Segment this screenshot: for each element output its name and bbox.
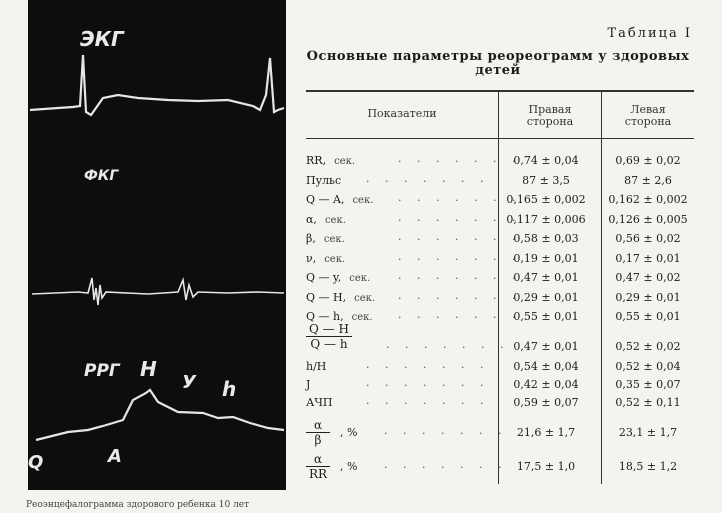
q-point-label: Q bbox=[28, 452, 44, 473]
row-label bbox=[306, 396, 332, 409]
table-row bbox=[306, 288, 694, 307]
row-unit: сек. bbox=[324, 214, 346, 226]
rrg-label: РРГ bbox=[84, 361, 120, 381]
right-side-value: 0,29 ± 0,01 bbox=[513, 290, 579, 304]
left-side-value: 0,55 ± 0,01 bbox=[615, 310, 681, 323]
table-row bbox=[306, 360, 694, 376]
fraction-alpha_beta bbox=[306, 418, 330, 447]
row-label bbox=[306, 213, 346, 226]
fraction-unit: , % bbox=[340, 460, 358, 473]
row-label bbox=[306, 378, 310, 391]
fkg-trace bbox=[32, 278, 284, 305]
table-row bbox=[306, 171, 694, 190]
right-side-value: 0,165 ± 0,002 bbox=[506, 193, 586, 206]
table-row bbox=[306, 378, 694, 394]
table-row bbox=[306, 340, 694, 356]
ratio-fraction bbox=[306, 322, 352, 351]
right-side-value: 21,6 ± 1,7 bbox=[516, 426, 576, 439]
row-unit: сек. bbox=[323, 234, 345, 245]
table-title-line2: детей bbox=[475, 63, 521, 78]
table-row bbox=[306, 310, 694, 326]
fraction-denominator: β bbox=[306, 432, 330, 447]
row-label-text: Q — h, bbox=[306, 310, 344, 323]
left-side-value: 0,47 ± 0,02 bbox=[615, 271, 681, 284]
ekg-trace bbox=[30, 55, 284, 115]
row-label-text: Пульс bbox=[306, 173, 342, 187]
row-label-text: Q — y, bbox=[306, 271, 342, 284]
row-label bbox=[306, 174, 341, 187]
row-unit: сек. bbox=[334, 156, 356, 167]
row-label-text: ν, bbox=[306, 251, 317, 265]
left-side-value: 0,52 ± 0,04 bbox=[615, 360, 681, 373]
tracing-photo bbox=[28, 0, 286, 490]
header-right-line1: Правая bbox=[528, 103, 572, 116]
table-caption: Таблица I bbox=[607, 26, 692, 41]
right-side-value: 0,59 ± 0,07 bbox=[513, 396, 579, 409]
table-top-rule bbox=[306, 90, 694, 92]
row-label-text: h/H bbox=[306, 360, 327, 373]
header-left-line1: Левая bbox=[630, 103, 666, 116]
table-row bbox=[306, 154, 694, 170]
header-left-side bbox=[602, 104, 694, 128]
table-title bbox=[302, 50, 694, 78]
row-unit: сек. bbox=[351, 312, 373, 323]
h-peak-label: Н bbox=[140, 357, 157, 381]
right-side-value: 0,47 ± 0,01 bbox=[513, 340, 579, 353]
row-unit: сек. bbox=[349, 273, 371, 284]
fraction-numerator: α bbox=[313, 418, 323, 432]
leader-dots: . . . . . . . bbox=[366, 376, 490, 389]
left-side-value: 0,126 ± 0,005 bbox=[608, 212, 688, 226]
leader-dots: . . . . . . . bbox=[398, 210, 522, 224]
right-side-value: 0,55 ± 0,01 bbox=[513, 310, 579, 323]
leader-dots: . . . . . . . bbox=[398, 269, 522, 282]
right-side-value: 0,54 ± 0,04 bbox=[513, 360, 579, 373]
right-side-value: 0,47 ± 0,01 bbox=[513, 271, 579, 284]
row-unit: сек. bbox=[354, 292, 376, 304]
left-side-value: 0,52 ± 0,11 bbox=[615, 396, 681, 409]
left-side-value: 23,1 ± 1,7 bbox=[618, 426, 678, 439]
right-side-value: 0,74 ± 0,04 bbox=[513, 154, 579, 167]
row-label-text: Q — A, bbox=[306, 193, 345, 206]
rrg-trace bbox=[36, 390, 284, 440]
left-side-value: 18,5 ± 1,2 bbox=[618, 460, 678, 473]
row-label-text: АЧП bbox=[306, 396, 333, 409]
header-right-line2: сторона bbox=[526, 115, 574, 128]
fraction-numerator: α bbox=[313, 452, 323, 466]
row-label-text: α, bbox=[306, 212, 317, 226]
table-row bbox=[306, 210, 694, 229]
left-side-value: 0,17 ± 0,01 bbox=[615, 251, 681, 265]
row-label bbox=[306, 154, 355, 167]
right-side-value: 0,42 ± 0,04 bbox=[513, 378, 579, 391]
left-side-value: 0,29 ± 0,01 bbox=[615, 290, 681, 304]
table-row bbox=[306, 426, 694, 442]
right-side-value: 0,58 ± 0,03 bbox=[513, 232, 579, 245]
fkg-label: ФКГ bbox=[84, 168, 119, 184]
left-side-value: 0,69 ± 0,02 bbox=[615, 154, 681, 167]
ratio-numerator: Q — H bbox=[309, 322, 349, 336]
right-side-value: 0,117 ± 0,006 bbox=[506, 212, 586, 226]
row-label bbox=[306, 291, 375, 304]
row-unit: сек. bbox=[352, 195, 374, 206]
row-label bbox=[306, 360, 326, 373]
table-row bbox=[306, 396, 694, 412]
row-label-text: Q — H, bbox=[306, 290, 347, 304]
leader-dots: . . . . . . . bbox=[384, 458, 508, 471]
leader-dots: . . . . . . . bbox=[398, 249, 522, 263]
left-side-value: 87 ± 2,6 bbox=[624, 173, 672, 187]
leader-dots: . . . . . . . bbox=[366, 394, 490, 407]
table-row bbox=[306, 271, 694, 287]
header-right-side bbox=[499, 104, 601, 128]
leader-dots: . . . . . . . bbox=[398, 191, 522, 204]
fraction-unit: , % bbox=[340, 426, 358, 439]
row-label bbox=[306, 232, 345, 245]
leader-dots: . . . . . . . bbox=[366, 171, 490, 185]
row-label bbox=[306, 193, 373, 206]
ratio-denominator: Q — h bbox=[306, 336, 352, 351]
leader-dots: . . . . . . . bbox=[398, 230, 522, 243]
header-rule bbox=[306, 138, 694, 139]
leader-dots: . . . . . . . bbox=[386, 338, 510, 351]
left-side-value: 0,56 ± 0,02 bbox=[615, 232, 681, 245]
table-row bbox=[306, 232, 694, 248]
right-side-value: 17,5 ± 1,0 bbox=[516, 460, 576, 473]
leader-dots: . . . . . . . bbox=[398, 152, 522, 165]
row-label-text: J bbox=[306, 378, 311, 391]
tracing-svg bbox=[28, 0, 286, 490]
row-label bbox=[306, 271, 370, 284]
leader-dots: . . . . . . . bbox=[384, 424, 508, 437]
leader-dots: . . . . . . . bbox=[398, 288, 522, 302]
ekg-label: ЭКГ bbox=[80, 27, 124, 51]
table-title-line1: Основные параметры реореограмм у здоровых bbox=[306, 49, 690, 64]
table-row bbox=[306, 249, 694, 268]
right-side-value: 87 ± 3,5 bbox=[522, 173, 570, 187]
table-row bbox=[306, 193, 694, 209]
v-point-label: У bbox=[182, 372, 196, 393]
figure-caption: Реоэнцефалограмма здорового ребенка 10 лет bbox=[26, 500, 250, 510]
row-unit: сек. bbox=[324, 253, 346, 265]
a-point-label: А bbox=[108, 446, 122, 467]
header-indicator: Показатели bbox=[367, 107, 437, 120]
fraction-alpha_rr bbox=[306, 452, 330, 481]
h-small-label: h bbox=[222, 377, 237, 401]
row-label-text: RR, bbox=[306, 154, 327, 167]
row-label-text: β, bbox=[306, 232, 316, 245]
table-row bbox=[306, 460, 694, 476]
header-left-line2: сторона bbox=[624, 115, 672, 128]
right-side-value: 0,19 ± 0,01 bbox=[513, 251, 579, 265]
left-side-value: 0,162 ± 0,002 bbox=[608, 193, 688, 206]
leader-dots: . . . . . . . bbox=[366, 358, 490, 371]
left-side-value: 0,52 ± 0,02 bbox=[615, 340, 681, 353]
left-side-value: 0,35 ± 0,07 bbox=[615, 378, 681, 391]
fraction-denominator: RR bbox=[306, 466, 330, 481]
row-label bbox=[306, 252, 345, 265]
leader-dots: . . . . . . . bbox=[398, 308, 522, 321]
